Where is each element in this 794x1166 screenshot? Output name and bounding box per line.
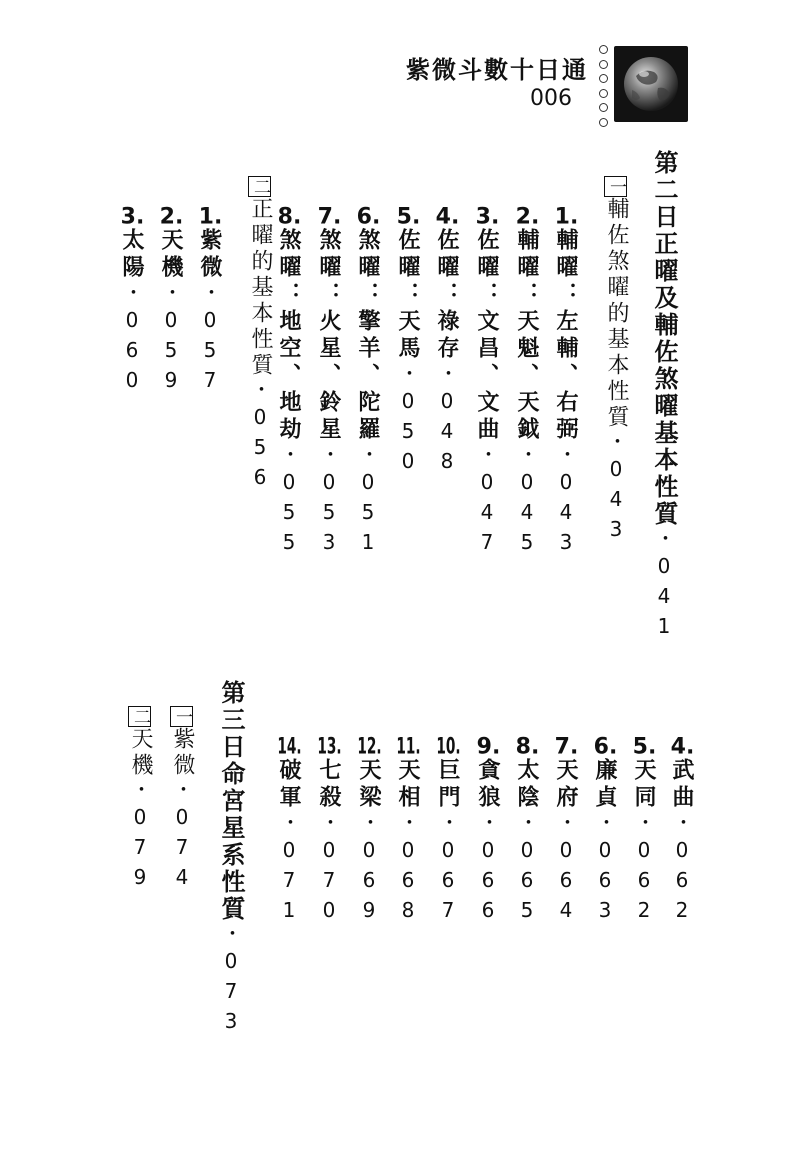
toc-entry-title: 巨門	[435, 758, 461, 812]
toc-entry	[437, 736, 459, 928]
toc-entry-page: ・062	[632, 812, 656, 928]
chapter-3-entry-page: ・079	[128, 779, 152, 895]
section-1-page: ・043	[604, 431, 628, 547]
toc-entry-number: 2.	[159, 206, 184, 228]
toc-entry-title: 廉貞	[592, 758, 618, 812]
toc-entry-page: ・051	[356, 444, 380, 560]
section-1-heading	[594, 176, 627, 547]
toc-entry-page: ・065	[515, 812, 539, 928]
toc-entry-page: ・045	[515, 444, 539, 560]
chapter-2-title: 正曜及輔佐煞曜基本性質	[650, 231, 678, 528]
toc-entry-title: 佐曜：天馬	[395, 228, 421, 363]
toc-entry-page: ・057	[198, 282, 222, 398]
toc-entry	[594, 736, 616, 928]
toc-entry	[121, 206, 143, 398]
toc-entry	[555, 206, 577, 560]
toc-entry-title: 天相	[395, 758, 421, 812]
toc-entry-number: 1.	[554, 206, 579, 228]
toc-entry-page: ・047	[475, 444, 499, 560]
toc-entry	[318, 736, 340, 928]
toc-entry-number: 4.	[435, 206, 460, 228]
toc-entry-title: 輔曜：天魁、天鉞	[514, 228, 540, 444]
toc-entry-number: 3.	[475, 206, 500, 228]
chapter-3-entry-title: 天機	[128, 727, 153, 779]
toc-entry-title: 煞曜：擎羊、陀羅	[355, 228, 381, 444]
toc-entry-page: ・066	[476, 812, 500, 928]
toc-entry-number: 5.	[632, 736, 657, 758]
toc-entry-page: ・043	[554, 444, 578, 560]
toc-entry	[358, 736, 380, 928]
toc-entry	[436, 206, 458, 479]
toc-entry-number: 2.	[515, 206, 540, 228]
toc-entry-number: 10.	[436, 736, 461, 758]
toc-entry-page: ・067	[436, 812, 460, 928]
toc-entry	[357, 206, 379, 560]
toc-entry	[160, 206, 182, 398]
toc-entry-number: 1.	[198, 206, 223, 228]
toc-entry	[476, 206, 498, 560]
chapter-3-entry-marker: 一	[172, 708, 192, 725]
chapter-3-prefix: 第三日	[217, 680, 245, 761]
chapter-3-title: 命宮星系性質	[217, 761, 245, 923]
toc-entry	[318, 206, 340, 560]
toc-entry-page: ・070	[317, 812, 341, 928]
toc-entry-number: 13.	[317, 736, 342, 758]
chapter-2-prefix: 第二日	[650, 150, 678, 231]
toc-entry-number: 3.	[120, 206, 145, 228]
toc-entry-page: ・060	[120, 282, 144, 398]
section-2-page: ・056	[248, 379, 272, 495]
toc-entry-page: ・048	[435, 363, 459, 479]
toc-entry	[397, 206, 419, 479]
chapter-2-heading	[652, 150, 676, 644]
section-1-marker: 一	[606, 178, 626, 195]
toc-entry	[516, 206, 538, 560]
chapter-3-entry-page: ・074	[170, 779, 194, 895]
toc-entry-number: 11.	[396, 736, 421, 758]
toc-entry-title: 輔曜：左輔、右弼	[553, 228, 579, 444]
running-header-title: 紫微斗數十日通	[406, 56, 588, 84]
toc-entry-title: 煞曜：地空、地劫	[276, 228, 302, 444]
chapter-3-entry-title: 紫微	[170, 727, 195, 779]
chapter-2-page: ・041	[652, 528, 676, 644]
chapter-3-entry	[160, 706, 193, 895]
toc-entry-title: 煞曜：火星、鈴星	[316, 228, 342, 444]
toc-entry-page: ・068	[396, 812, 420, 928]
toc-entry	[555, 736, 577, 928]
section-2-heading	[238, 176, 271, 495]
chapter-3-heading	[219, 680, 243, 1039]
toc-entry	[397, 736, 419, 928]
toc-entry-number: 14.	[277, 736, 302, 758]
toc-entry	[278, 736, 300, 928]
toc-entry-number: 5.	[396, 206, 421, 228]
toc-entry-page: ・063	[593, 812, 617, 928]
section-2-title: 正曜的基本性質	[248, 197, 273, 379]
toc-entry-page: ・062	[670, 812, 694, 928]
toc-entry-number: 6.	[593, 736, 618, 758]
toc-entry-title: 貪狼	[475, 758, 501, 812]
chapter-3-page: ・073	[219, 923, 243, 1039]
toc-entry-number: 12.	[357, 736, 382, 758]
toc-entry-number: 7.	[554, 736, 579, 758]
toc-entry-title: 紫微	[197, 228, 223, 282]
toc-entry-number: 8.	[515, 736, 540, 758]
toc-entry-page: ・050	[396, 363, 420, 479]
section-1-title: 輔佐煞曜的基本性質	[604, 197, 629, 431]
toc-entry	[278, 206, 300, 560]
toc-entry-page: ・059	[159, 282, 183, 398]
toc-entry	[633, 736, 655, 928]
toc-entry-number: 7.	[317, 206, 342, 228]
toc-entry-title: 佐曜：文昌、文曲	[474, 228, 500, 444]
toc-entry-title: 天同	[631, 758, 657, 812]
toc-entry-title: 七殺	[316, 758, 342, 812]
toc-entry	[199, 206, 221, 398]
toc-entry-title: 太陰	[514, 758, 540, 812]
toc-entry-page: ・055	[277, 444, 301, 560]
toc-entry-page: ・069	[357, 812, 381, 928]
chapter-3-entry-marker: 二	[130, 708, 150, 725]
toc-entry	[477, 736, 499, 928]
toc-entry-title: 破軍	[276, 758, 302, 812]
running-header-page-number: 006	[530, 86, 572, 111]
toc-entry	[671, 736, 693, 928]
toc-entry-number: 4.	[670, 736, 695, 758]
toc-entry-title: 天機	[158, 228, 184, 282]
section-2-marker: 二	[250, 178, 270, 195]
toc-entry-page: ・071	[277, 812, 301, 928]
toc-entry-page: ・053	[317, 444, 341, 560]
toc-entry-page: ・064	[554, 812, 578, 928]
toc-entry-title: 天府	[553, 758, 579, 812]
toc-entry	[516, 736, 538, 928]
toc-entry-title: 太陽	[119, 228, 145, 282]
toc-entry-title: 天梁	[356, 758, 382, 812]
toc-entry-title: 佐曜：祿存	[434, 228, 460, 363]
toc-entry-number: 9.	[476, 736, 501, 758]
toc-entry-number: 8.	[277, 206, 302, 228]
chapter-3-entry	[118, 706, 151, 895]
globe-logo-icon	[614, 46, 688, 122]
decorative-chain-icon	[595, 45, 611, 127]
toc-entry-title: 武曲	[669, 758, 695, 812]
toc-entry-number: 6.	[356, 206, 381, 228]
